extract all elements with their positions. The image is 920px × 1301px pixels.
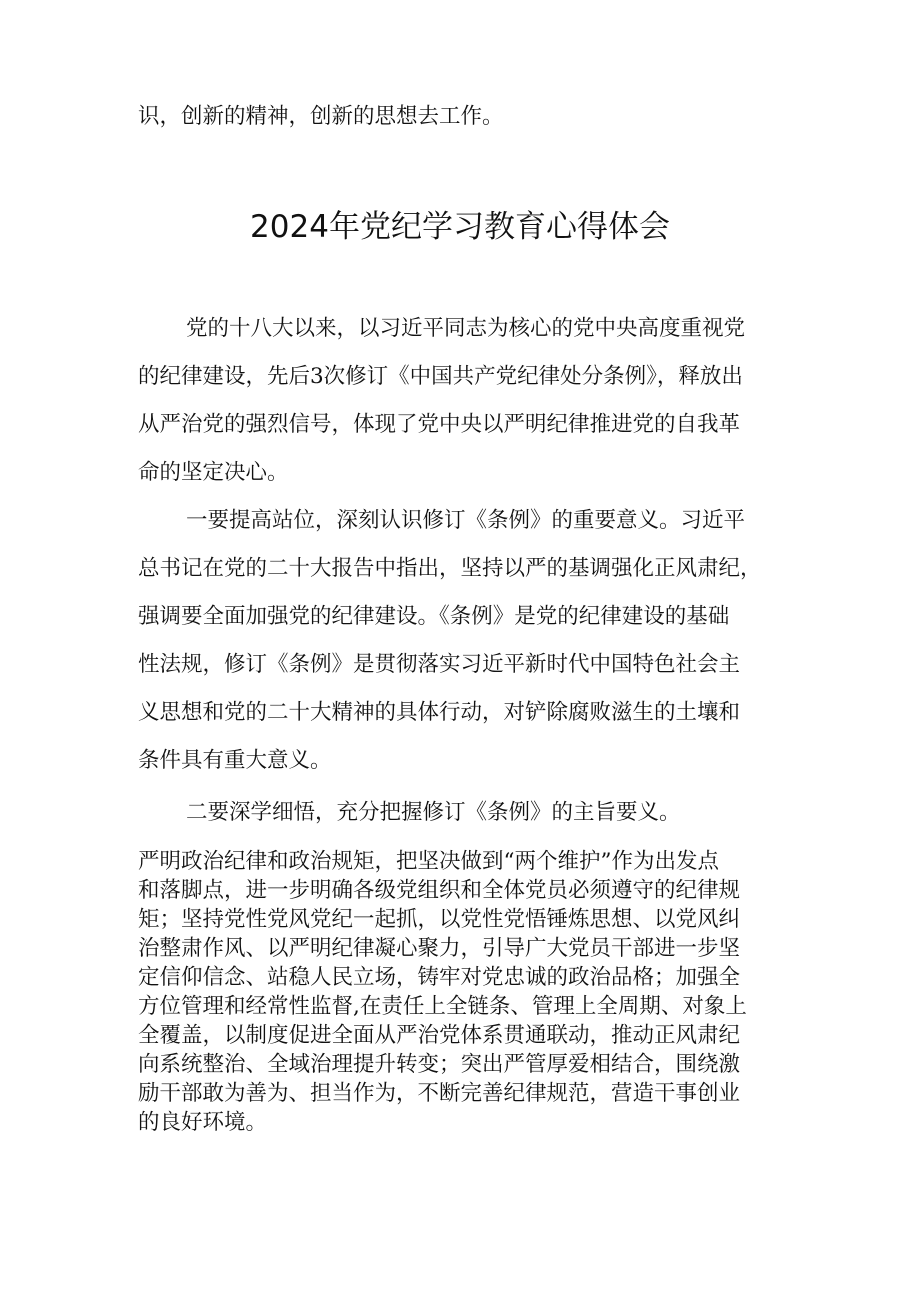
document-title: 2024年党纪学习教育心得体会 [250,209,670,245]
paragraph-line: 党的十八大以来，以习近平同志为核心的党中央高度重视党 [186,316,746,341]
paragraph-line: 全覆盖，以制度促进全面从严治党体系贯通联动，推动正风肃纪 [138,1023,741,1048]
paragraph-line: 二要深学细悟，充分把握修订《条例》的主旨要义。 [186,800,681,825]
paragraph-line: 命的坚定决心。 [138,460,289,485]
paragraph-line: 的纪律建设，先后3次修订《中国共产党纪律处分条例》，释放出 [138,364,743,389]
paragraph-line: 矩；坚持党性党风党纪一起抓，以党性党悟锤炼思想、以党风纠 [138,907,741,932]
paragraph-line: 强调要全面加强党的纪律建设。《条例》是党的纪律建设的基础 [138,604,730,629]
paragraph-line: 从严治党的强烈信号，体现了党中央以严明纪律推进党的自我革 [138,412,741,437]
paragraph-line: 治整肃作风、以严明纪律凝心聚力，引导广大党员干部进一步坚 [138,936,741,961]
paragraph-line: 和落脚点，进一步明确各级党组织和全体党员必须遵守的纪律规 [138,878,741,903]
carryover-line: 识，创新的精神，创新的思想去工作。 [138,104,504,129]
paragraph-line: 一要提高站位，深刻认识修订《条例》的重要意义。习近平 [186,508,746,533]
paragraph-line: 条件具有重大意义。 [138,748,332,773]
paragraph-line: 性法规，修订《条例》是贯彻落实习近平新时代中国特色社会主 [138,652,741,677]
paragraph-line: 励干部敢为善为、担当作为，不断完善纪律规范，营造干事创业 [138,1081,741,1106]
paragraph-line: 义思想和党的二十大精神的具体行动，对铲除腐败滋生的土壤和 [138,700,741,725]
paragraph-line: 向系统整治、全域治理提升转变；突出严管厚爱相结合，围绕激 [138,1052,741,1077]
paragraph-line: 总书记在党的二十大报告中指出，坚持以严的基调强化正风肃纪， [138,556,762,581]
paragraph-line: 的良好环境。 [138,1110,268,1135]
paragraph-line: 方位管理和经常性监督,在责任上全链条、管理上全周期、对象上 [138,994,747,1019]
paragraph-line: 严明政治纪律和政治规矩，把坚决做到“两个维护”作为出发点 [138,849,719,874]
paragraph-line: 定信仰信念、站稳人民立场，铸牢对党忠诚的政治品格；加强全 [138,965,741,990]
